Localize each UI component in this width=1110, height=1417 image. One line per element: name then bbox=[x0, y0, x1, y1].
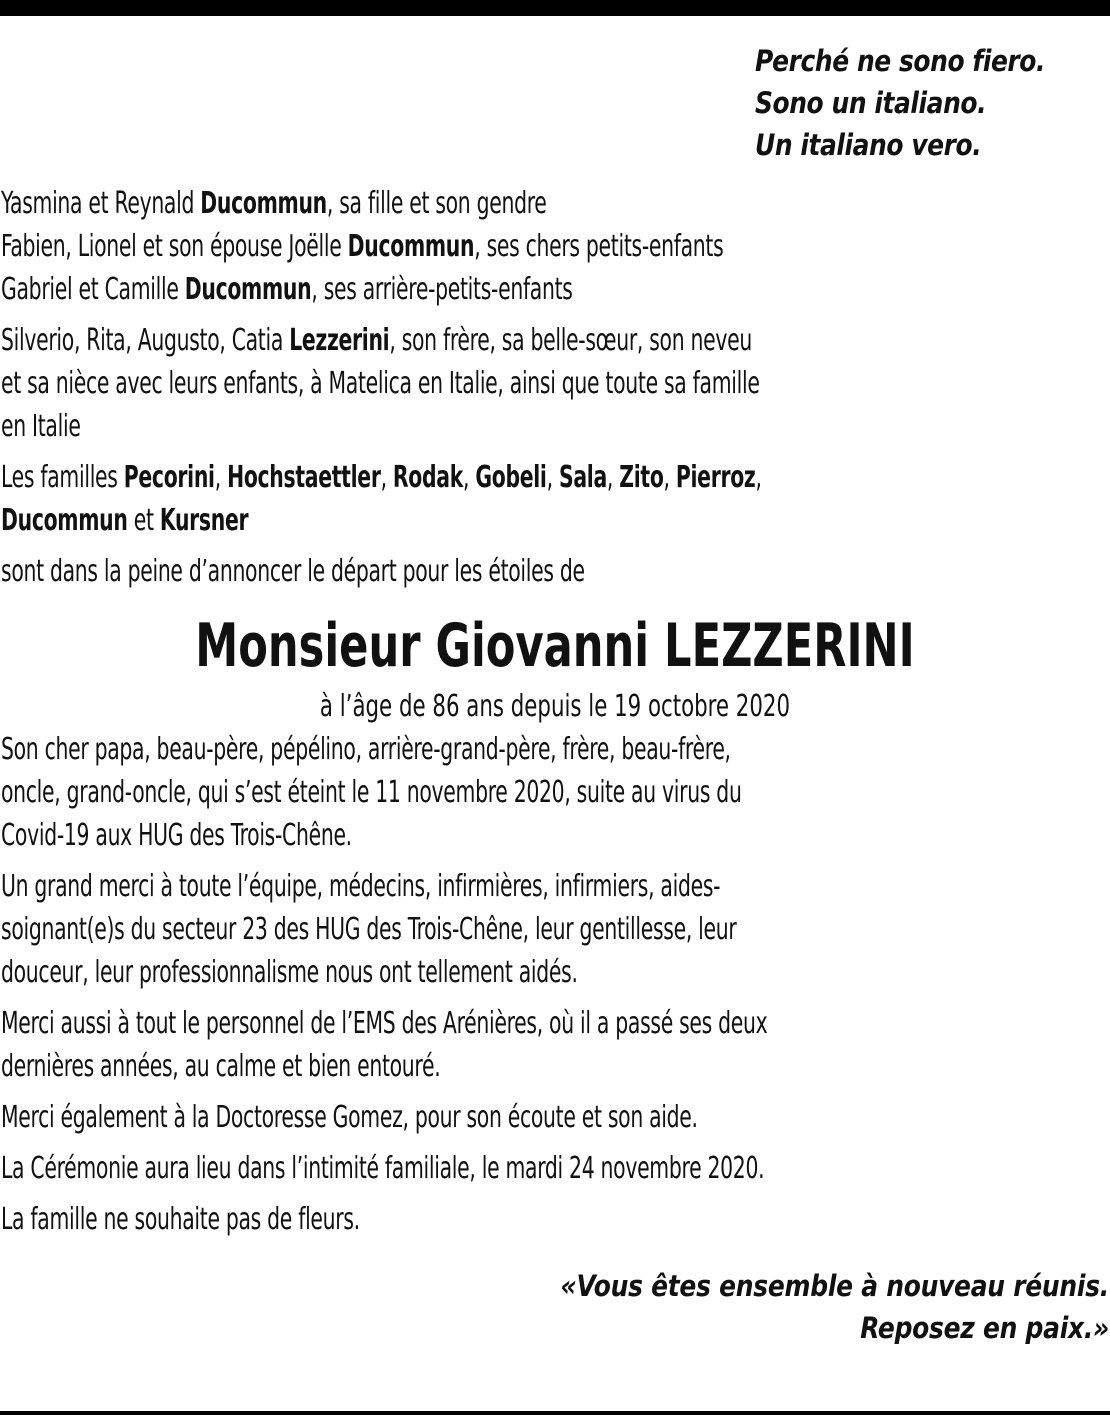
family-line-text: , sa fille et son gendre bbox=[326, 186, 547, 221]
families-block bbox=[1, 456, 1109, 542]
siblings-block bbox=[1, 319, 1109, 448]
announcement-line: sont dans la peine d’annoncer le départ pour les étoiles de bbox=[1, 554, 585, 589]
paragraph-line: Merci également à la Doctoresse Gomez, pour son écoute et son aide. bbox=[1, 1100, 698, 1135]
top-border-rule bbox=[0, 0, 1110, 16]
paragraph-line: dernières années, au calme et bien entouré. bbox=[1, 1049, 441, 1084]
obituary-notice bbox=[1, 40, 1109, 1349]
separator: , bbox=[462, 460, 476, 495]
epigraph-line: Un italiano vero. bbox=[755, 128, 982, 162]
family-name: Sala bbox=[558, 460, 607, 495]
family-name: Pierroz bbox=[675, 460, 756, 495]
siblings-text: , son frère, sa belle-sœur, son neveu bbox=[389, 323, 752, 358]
bottom-border-rule bbox=[0, 1411, 1110, 1415]
epigraph bbox=[1, 40, 1109, 166]
family-name: Hochstaettler bbox=[227, 460, 381, 495]
family-name: Ducommun bbox=[1, 503, 128, 538]
paragraph-line: soignant(e)s du secteur 23 des HUG des Trois-Chêne, leur gentillesse, leur bbox=[1, 912, 737, 947]
deceased-name: Monsieur Giovanni LEZZERINI bbox=[195, 611, 915, 681]
paragraph-line: Merci aussi à tout le personnel de l’EMS des Arénières, où il a passé ses deux bbox=[1, 1006, 768, 1041]
family-line-text: Fabien, Lionel et son épouse Joëlle bbox=[1, 229, 348, 264]
epigraph-line: Perché ne sono fiero. bbox=[755, 44, 1046, 78]
separator: , bbox=[606, 460, 620, 495]
paragraph bbox=[1, 1002, 1109, 1088]
family-name: Pecorini bbox=[123, 460, 215, 495]
age-line: à l’âge de 86 ans depuis le 19 octobre 2020 bbox=[319, 689, 791, 724]
family-block bbox=[1, 182, 1109, 311]
paragraph-line: Covid-19 aux HUG des Trois-Chêne. bbox=[1, 818, 352, 853]
family-name: Gobeli bbox=[475, 460, 547, 495]
announcement-block bbox=[1, 550, 1109, 593]
closing-quote bbox=[1, 1265, 1109, 1349]
paragraph-line: Son cher papa, beau-père, pépélino, arrière-grand-père, frère, beau-frère, bbox=[1, 732, 731, 767]
families-text: Les familles bbox=[1, 460, 124, 495]
separator: , bbox=[755, 460, 762, 495]
family-line-text: Yasmina et Reynald bbox=[1, 186, 201, 221]
families-line bbox=[1, 456, 1109, 499]
paragraph-line: La famille ne souhaite pas de fleurs. bbox=[1, 1202, 360, 1237]
siblings-line bbox=[1, 319, 1109, 362]
family-line bbox=[1, 268, 1109, 311]
paragraph bbox=[1, 728, 1109, 857]
family-line bbox=[1, 182, 1109, 225]
paragraph bbox=[1, 865, 1109, 994]
paragraph-line: douceur, leur professionnalisme nous ont tellement aidés. bbox=[1, 955, 578, 990]
family-line-text: , ses arrière-petits-enfants bbox=[311, 272, 573, 307]
siblings-line: et sa nièce avec leurs enfants, à Matelica en Italie, ainsi que toute sa famille bbox=[1, 366, 760, 401]
separator: , bbox=[663, 460, 676, 495]
separator: , bbox=[380, 460, 393, 495]
family-name: Zito bbox=[619, 460, 664, 495]
family-name: Ducommun bbox=[184, 272, 312, 307]
family-name: Lezzerini bbox=[289, 323, 390, 358]
family-name: Ducommun bbox=[200, 186, 327, 221]
siblings-text: Silverio, Rita, Augusto, Catia bbox=[1, 323, 290, 358]
paragraph-line: Un grand merci à toute l’équipe, médecins, infirmières, infirmiers, aides- bbox=[1, 869, 721, 904]
closing-line: Reposez en paix.» bbox=[860, 1311, 1109, 1345]
paragraph-line: La Cérémonie aura lieu dans l’intimité familiale, le mardi 24 novembre 2020. bbox=[1, 1151, 765, 1186]
family-name: Rodak bbox=[392, 460, 463, 495]
paragraph bbox=[1, 1147, 1109, 1190]
conjunction: et bbox=[127, 503, 160, 538]
separator: , bbox=[214, 460, 228, 495]
family-line bbox=[1, 225, 1109, 268]
paragraph bbox=[1, 1198, 1109, 1241]
closing-line: «Vous êtes ensemble à nouveau réunis. bbox=[560, 1269, 1109, 1303]
family-line-text: Gabriel et Camille bbox=[1, 272, 185, 307]
paragraph bbox=[1, 1096, 1109, 1139]
family-line-text: , ses chers petits-enfants bbox=[474, 229, 724, 264]
family-name: Ducommun bbox=[347, 229, 475, 264]
epigraph-line: Sono un italiano. bbox=[755, 86, 987, 120]
siblings-line: en Italie bbox=[1, 409, 81, 444]
separator: , bbox=[546, 460, 559, 495]
family-name: Kursner bbox=[159, 503, 249, 538]
paragraph-line: oncle, grand-oncle, qui s’est éteint le 11 novembre 2020, suite au virus du bbox=[1, 775, 742, 810]
families-line bbox=[1, 499, 1109, 542]
